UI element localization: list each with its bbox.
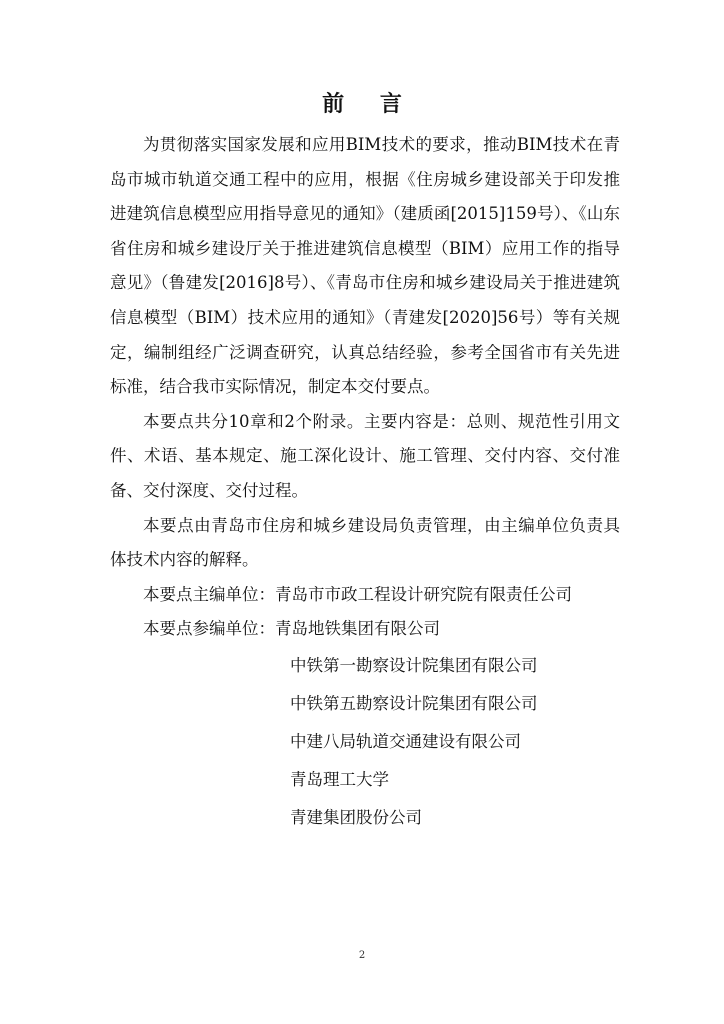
document-body	[110, 128, 620, 837]
participating-unit: 中建八局轨道交通建设有限公司	[290, 731, 521, 751]
participating-unit-label: 本要点参编单位：青岛地铁集团有限公司	[143, 619, 440, 639]
paragraph-management: 本要点由青岛市住房和城乡建设局负责管理，由主编单位负责具体技术内容的解释。	[110, 515, 620, 570]
participating-unit: 青岛理工大学	[290, 769, 389, 789]
participating-unit: 中铁第五勘察设计院集团有限公司	[290, 693, 538, 713]
page-title: 前 言	[322, 91, 416, 117]
participating-unit: 中铁第一勘察设计院集团有限公司	[290, 655, 538, 675]
chief-editor-unit: 本要点主编单位：青岛市市政工程设计研究院有限责任公司	[143, 584, 572, 604]
page-number: 2	[358, 950, 366, 961]
participating-unit: 青建集团股份公司	[290, 807, 422, 827]
paragraph-contents: 本要点共分10章和2个附录。主要内容是：总则、规范性引用文件、术语、基本规定、施工深化设计、施工管理、交付内容、交付准备、交付深度、交付过程。	[110, 411, 620, 500]
paragraph-purpose: 为贯彻落实国家发展和应用BIM技术的要求，推动BIM技术在青岛市城市轨道交通工程中的应用，根据《住房城乡建设部关于印发推进建筑信息模型应用指导意见的通知》（建质函[2015]159号）、《山东省住房和城乡建设厅关于推进建筑信息模型（BIM）应用工作的指导意见》（鲁建发[2016]8号）、《青岛市住房和城乡建设局关于推进建筑信息模型（BIM）技术应用的通知》（青建发[2020]56号）等有关规定，编制组经广泛调查研究，认真总结经验，参考全国省市有关先进标准，结合我市实际情况，制定本交付要点。	[110, 135, 620, 397]
units-section	[110, 578, 620, 837]
